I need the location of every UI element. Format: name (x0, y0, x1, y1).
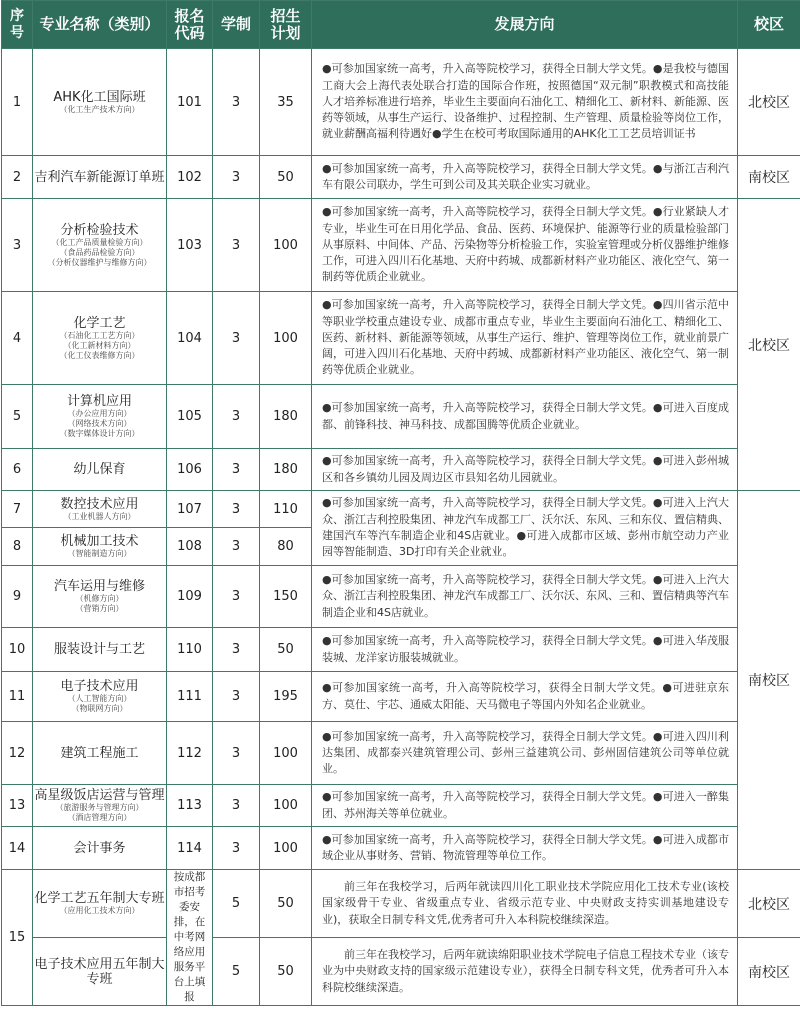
major-name: 电子技术应用五年制大专班 (34, 956, 165, 987)
code-cell: 111 (167, 672, 213, 722)
enrollment-table (1, 0, 800, 1006)
table-row (2, 292, 800, 385)
direction-cell: ●可参加国家统一高考，升入高等院校学习，获得全日制大学文凭。●可进入彭州城区和各乡镇幼儿园及周边区市县知名幼儿园就业。 (312, 449, 738, 491)
major-name-cell (33, 528, 167, 566)
seq-cell: 9 (2, 566, 33, 628)
major-name: 电子技术应用 (60, 679, 139, 694)
direction-cell: ●可参加国家统一高考，升入高等院校学习，获得全日制大学文凭。●是我校与德国工商大会上海代表处联合打造的国际合作班，按照德国“双元制”职教模式和高技能人才培养标准进行培养，毕业生主要面向石油化工、精细化工、新材料、新能源、医药等领域，从事生产运行、设备维护、过程控制、生产管理、质量检验等岗位工作，就业薪酬高福利待遇好●学生在校可考取国际通用的AHK化工工艺员培训证书 (312, 49, 738, 156)
direction-cell: ●可参加国家统一高考，升入高等院校学习，获得全日制大学文凭。●行业紧缺人才专业，毕业生可在日用化学品、食品、医药、环境保护、能源等行业的质量检验部门从事原料、中间体、产品、污染物等分析检验工作，实验室管理或分析仪器维护维修工作，可进入四川石化基地、天府中药城、成都新材料产业功能区、液化空气、第一制药等优质企业就业。 (312, 199, 738, 292)
header-seq: 序号 (2, 1, 33, 49)
header-direction: 发展方向 (312, 1, 738, 49)
campus-cell: 南校区 (738, 491, 800, 870)
major-name-cell (33, 292, 167, 385)
major-sub: （旅游服务与管理方向） (55, 803, 144, 812)
plan-cell: 150 (260, 566, 312, 628)
plan-cell: 110 (260, 491, 312, 528)
major-sub: （营销方向） (75, 604, 124, 613)
major-sub: （化工仪表维修方向） (59, 350, 140, 360)
seq-cell: 10 (2, 628, 33, 672)
plan-cell: 100 (260, 722, 312, 785)
campus-cell: 南校区 (738, 156, 800, 199)
header-row (2, 1, 800, 49)
plan-cell: 100 (260, 199, 312, 292)
campus-cell: 北校区 (738, 199, 800, 491)
major-name-cell (33, 491, 167, 528)
major-sub: （石油化工工艺方向） (59, 330, 140, 340)
major-sub: （办公应用方向） (67, 409, 132, 418)
years-cell: 3 (213, 491, 260, 528)
code-cell: 109 (167, 566, 213, 628)
plan-cell: 35 (260, 49, 312, 156)
major-name: 幼儿保育 (73, 462, 126, 477)
code-cell: 110 (167, 628, 213, 672)
major-sub: （网络技术方向） (67, 419, 132, 428)
campus-cell: 南校区 (738, 938, 800, 1006)
major-sub: （工业机器人方向） (63, 511, 136, 521)
major-name: 汽车运用与维修 (53, 579, 145, 594)
major-name-cell (33, 566, 167, 628)
table-row (2, 491, 800, 528)
major-sub: （物联网方向） (71, 704, 128, 713)
direction-cell: ●可参加国家统一高考，升入高等院校学习，获得全日制大学文凭。●四川省示范中等职业学校重点建设专业、成都市重点专业，毕业生主要面向石油化工、精细化工、医药、新材料、新能源等领域，从事生产运行、维护、管理等岗位工作，就业前景广阔，可进入四川石化基地、天府中药城、成都新材料产业功能区、液化空气、第一制药等优质企业就业。 (312, 292, 738, 385)
header-code: 报名代码 (167, 1, 213, 49)
major-name-cell (33, 785, 167, 827)
plan-cell: 100 (260, 292, 312, 385)
campus-cell: 北校区 (738, 870, 800, 938)
plan-cell: 180 (260, 385, 312, 449)
years-cell: 3 (213, 628, 260, 672)
table-row (2, 199, 800, 292)
code-cell: 103 (167, 199, 213, 292)
seq-cell: 2 (2, 156, 33, 199)
major-name: 吉利汽车新能源订单班 (34, 169, 165, 185)
major-name-cell (33, 827, 167, 870)
major-name-cell (33, 49, 167, 156)
major-sub: （化工新材料方向） (63, 340, 136, 350)
years-cell: 3 (213, 292, 260, 385)
years-cell: 3 (213, 827, 260, 870)
major-name: 服装设计与工艺 (53, 642, 145, 657)
seq-cell: 11 (2, 672, 33, 722)
major-sub: （食品药品检验方向） (59, 247, 140, 257)
table-row (2, 449, 800, 491)
major-sub: （分析仪器维护与维修方向） (47, 257, 152, 267)
years-cell: 3 (213, 528, 260, 566)
major-name: 计算机应用 (66, 394, 132, 409)
header-name: 专业名称（类别） (33, 1, 167, 49)
major-name-cell (33, 672, 167, 722)
major-name-cell (33, 385, 167, 449)
direction-cell: ●可参加国家统一高考，升入高等院校学习，获得全日制大学文凭。●可进入一醉集团、苏州海关等单位就业。 (312, 785, 738, 827)
plan-cell: 50 (260, 870, 312, 938)
table-row (2, 722, 800, 785)
table-row (2, 672, 800, 722)
campus-cell: 北校区 (738, 49, 800, 156)
seq-cell: 7 (2, 491, 33, 528)
code-cell: 106 (167, 449, 213, 491)
seq-cell: 8 (2, 528, 33, 566)
code-cell: 113 (167, 785, 213, 827)
direction-cell: ●可参加国家统一高考，升入高等院校学习，获得全日制大学文凭。●可进入四川利达集团、成都泰兴建筑管理公司、彭州三益建筑公司、彭州固信建筑公司等单位就业。 (312, 722, 738, 785)
plan-cell: 80 (260, 528, 312, 566)
plan-cell: 50 (260, 628, 312, 672)
table-row (2, 785, 800, 827)
years-cell: 3 (213, 385, 260, 449)
code-cell: 114 (167, 827, 213, 870)
seq-cell: 14 (2, 827, 33, 870)
code-cell: 105 (167, 385, 213, 449)
code-cell: 107 (167, 491, 213, 528)
code-cell: 101 (167, 49, 213, 156)
header-campus: 校区 (738, 1, 800, 49)
code-cell: 112 (167, 722, 213, 785)
major-name: 化学工艺五年制大专班 (34, 891, 165, 906)
major-sub: （化工产品质量检验方向） (51, 237, 148, 247)
seq-cell: 1 (2, 49, 33, 156)
direction-cell: 前三年在我校学习，后两年就读四川化工职业技术学院应用化工技术专业(该校国家级骨干专业、省级重点专业、省级示范专业、中央财政支持实训基地建设专业)，获取全日制专科文凭,优秀者可升入本科院校继续深造。 (312, 870, 738, 938)
code-note-cell: 按成都市招考委安排，在中考网络应用服务平台上填报 (167, 870, 213, 1006)
major-name: 建筑工程施工 (60, 745, 139, 761)
major-name-cell (33, 449, 167, 491)
major-name: 会计事务 (73, 840, 126, 856)
major-sub: （人工智能方向） (67, 694, 132, 703)
major-name-cell (33, 722, 167, 785)
plan-cell: 180 (260, 449, 312, 491)
table-row (2, 870, 800, 938)
code-cell: 108 (167, 528, 213, 566)
seq-cell: 5 (2, 385, 33, 449)
direction-cell: 前三年在我校学习，后两年就读绵阳职业技术学院电子信息工程技术专业（该专业为中央财政支持的国家级示范建设专业），获得全日制专科文凭，优秀者可升入本科院校继续深造。 (312, 938, 738, 1006)
direction-cell: ●可参加国家统一高考，升入高等院校学习，获得全日制大学文凭。●可进入百度成都、前锋科技、神马科技、成都国腾等优质企业就业。 (312, 385, 738, 449)
plan-cell: 50 (260, 156, 312, 199)
major-sub: （酒店管理方向） (67, 813, 132, 822)
years-cell: 3 (213, 672, 260, 722)
years-cell: 3 (213, 199, 260, 292)
major-sub: （数字媒体设计方向） (59, 429, 140, 438)
major-name-cell (33, 870, 167, 938)
direction-cell: ●可参加国家统一高考，升入高等院校学习，获得全日制大学文凭。●可进驻京东方、莫仕、宇芯、通威太阳能、天马微电子等国内外知名企业就业。 (312, 672, 738, 722)
table-row (2, 628, 800, 672)
table-row (2, 49, 800, 156)
seq-cell: 3 (2, 199, 33, 292)
plan-cell: 100 (260, 827, 312, 870)
years-cell: 3 (213, 449, 260, 491)
direction-cell: ●可参加国家统一高考，升入高等院校学习，获得全日制大学文凭。●可进入成都市域企业从事财务、营销、物流管理等单位工作。 (312, 827, 738, 870)
major-name-cell (33, 156, 167, 199)
direction-cell: ●可参加国家统一高考，升入高等院校学习，获得全日制大学文凭。●与浙江吉利汽车有限公司联办，学生可到公司及其关联企业实习就业。 (312, 156, 738, 199)
direction-cell: ●可参加国家统一高考，升入高等院校学习，获得全日制大学文凭。●可进入华茂服装城、龙洋家访服装城就业。 (312, 628, 738, 672)
years-cell: 3 (213, 49, 260, 156)
major-name-cell (33, 628, 167, 672)
code-cell: 104 (167, 292, 213, 385)
seq-cell: 6 (2, 449, 33, 491)
header-years: 学制 (213, 1, 260, 49)
years-cell: 5 (213, 938, 260, 1006)
years-cell: 3 (213, 722, 260, 785)
major-sub: （智能制造方向） (67, 549, 132, 558)
seq-cell: 12 (2, 722, 33, 785)
direction-cell: ●可参加国家统一高考，升入高等院校学习，获得全日制大学文凭。●可进入上汽大众、浙江吉利控股集团、神龙汽车成都工厂、沃尔沃、东风、三和东仪、置信精典、建国汽车等汽车制造企业和4S店就业。●可进入成都市区域、彭州市航空动力产业园等智能制造、3D打印有关企业就业。 (312, 491, 738, 566)
major-sub: （化工生产技术方向） (59, 104, 140, 114)
plan-cell: 100 (260, 785, 312, 827)
major-name: 化学工艺 (73, 315, 126, 331)
years-cell: 3 (213, 156, 260, 199)
table-row (2, 827, 800, 870)
major-name-cell (33, 199, 167, 292)
code-cell: 102 (167, 156, 213, 199)
plan-cell: 195 (260, 672, 312, 722)
seq-cell: 4 (2, 292, 33, 385)
direction-cell: ●可参加国家统一高考，升入高等院校学习，获得全日制大学文凭。●可进入上汽大众、浙江吉利控股集团、神龙汽车成都工厂、沃尔沃、东风、三和、置信精典等汽车制造企业和4S店就业。 (312, 566, 738, 628)
table-row (2, 566, 800, 628)
major-name: 高星级饭店运营与管理 (34, 788, 165, 803)
major-name: 分析检验技术 (60, 222, 139, 238)
years-cell: 5 (213, 870, 260, 938)
seq-cell: 15 (2, 870, 33, 1006)
major-sub: （机修方向） (75, 594, 124, 603)
table-row (2, 385, 800, 449)
plan-cell: 50 (260, 938, 312, 1006)
years-cell: 3 (213, 785, 260, 827)
major-name-cell (33, 938, 167, 1006)
major-sub: （应用化工技术方向） (59, 906, 140, 915)
major-name: 机械加工技术 (60, 534, 139, 549)
seq-cell: 13 (2, 785, 33, 827)
years-cell: 3 (213, 566, 260, 628)
table-row (2, 156, 800, 199)
major-name: 数控技术应用 (60, 496, 139, 512)
table-row (2, 938, 800, 1006)
major-name: AHK化工国际班 (53, 89, 146, 105)
header-plan: 招生计划 (260, 1, 312, 49)
